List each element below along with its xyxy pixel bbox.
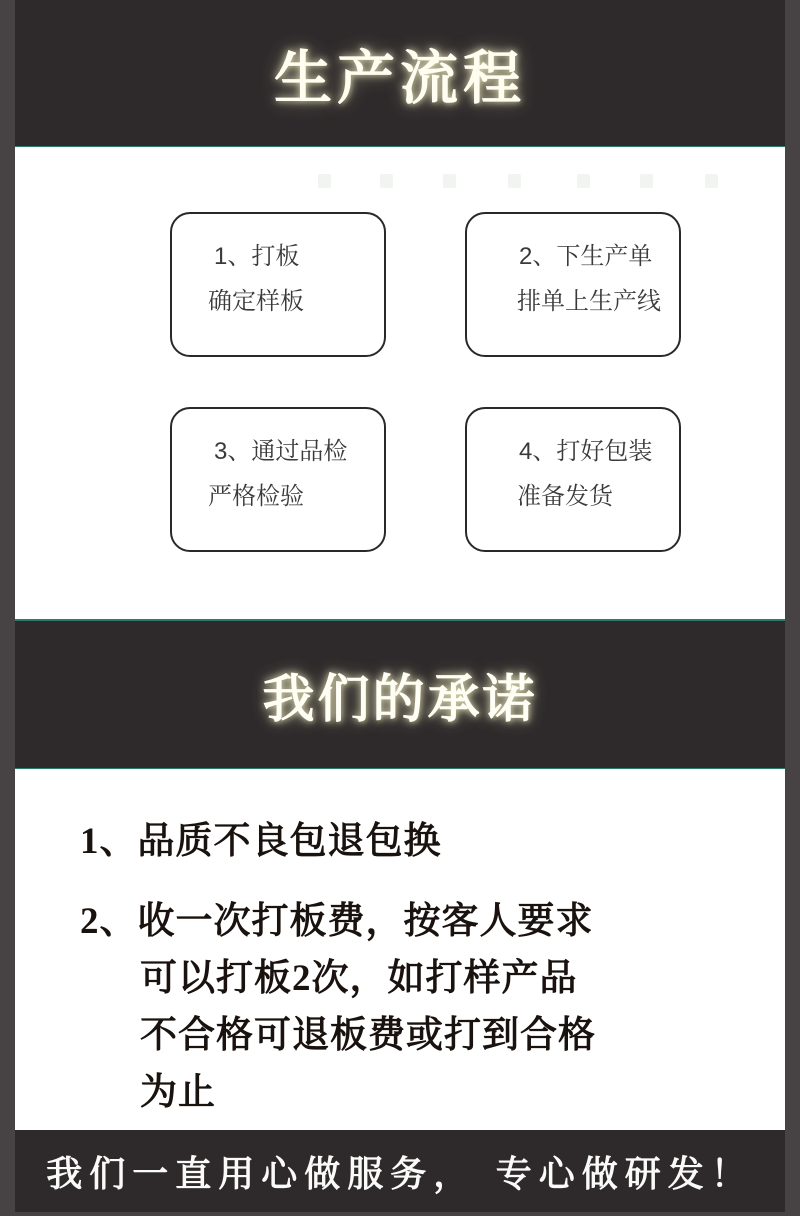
process-step-card-1 <box>170 212 386 357</box>
process-step-card-3 <box>170 407 386 552</box>
step-title: 2、下生产单 <box>519 243 653 270</box>
slogan-text: 我们一直用心做服务， 专心做研发！ <box>46 1153 754 1195</box>
watermark-dot <box>380 174 393 188</box>
watermark-dot <box>705 174 718 188</box>
slogan-banner <box>15 1130 785 1212</box>
step-title: 3、通过品检 <box>214 438 348 465</box>
step-title: 4、打好包装 <box>519 438 653 465</box>
watermark-dot <box>577 174 590 188</box>
watermark-dot <box>318 174 331 188</box>
step-title: 1、打板 <box>214 243 300 270</box>
promise-item-2-line: 不合格可退板费或打到合格 <box>140 1015 596 1056</box>
watermark-dot <box>508 174 521 188</box>
production-process-header <box>15 0 785 147</box>
promise-item-2-line: 2、收一次打板费，按客人要求 <box>80 901 594 942</box>
content-column <box>15 0 785 1216</box>
watermark-dot <box>640 174 653 188</box>
process-step-card-2 <box>465 212 681 357</box>
promise-item-2-line: 为止 <box>140 1072 216 1113</box>
step-subtitle: 严格检验 <box>208 483 304 510</box>
process-step-card-4 <box>465 407 681 552</box>
step-subtitle: 排单上生产线 <box>517 288 661 315</box>
promise-header <box>15 621 785 769</box>
step-subtitle: 准备发货 <box>517 483 613 510</box>
promise-item-1-line: 1、品质不良包退包换 <box>80 821 442 862</box>
promise-text-panel <box>15 769 785 1130</box>
production-process-title: 生产流程 <box>273 46 526 111</box>
process-steps-panel <box>15 147 785 621</box>
promise-item-2-line: 可以打板2次，如打样产品 <box>140 958 578 999</box>
step-subtitle: 确定样板 <box>208 288 304 315</box>
promise-title: 我们的承诺 <box>262 671 538 729</box>
watermark-dot <box>443 174 456 188</box>
